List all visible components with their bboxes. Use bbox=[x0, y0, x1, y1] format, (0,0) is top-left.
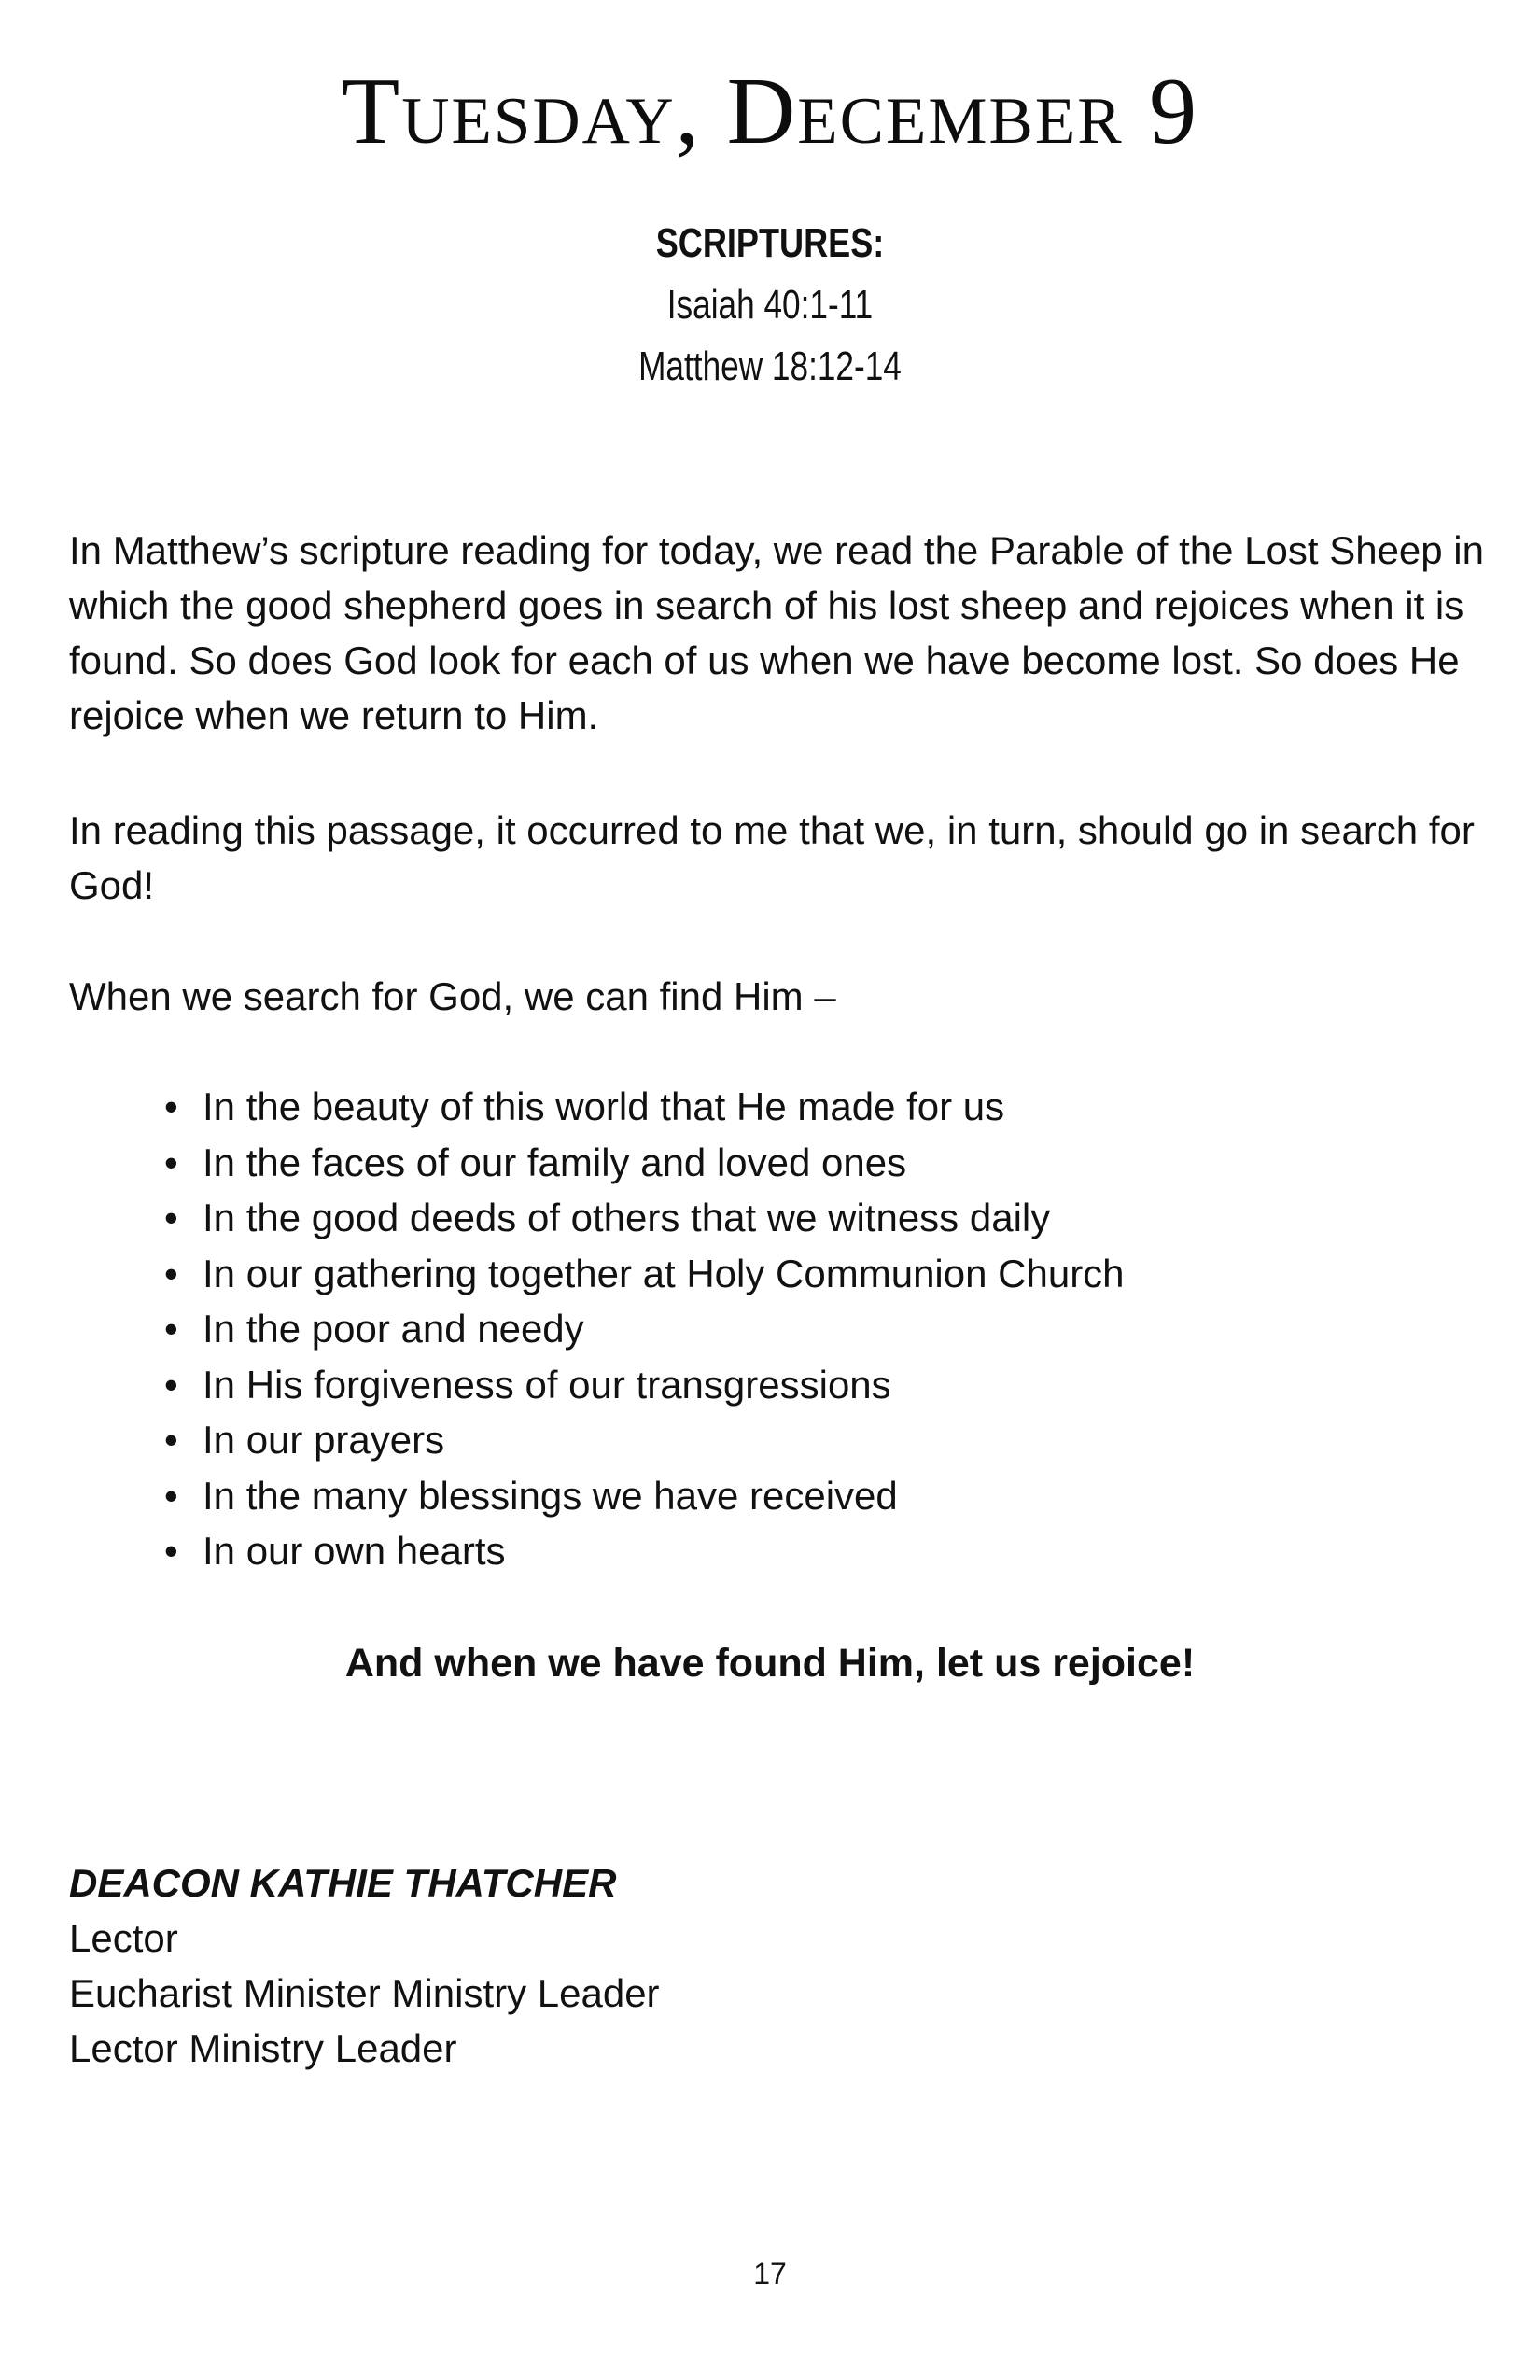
bullet-dot: • bbox=[164, 1418, 178, 1462]
list-item-text: In our own hearts bbox=[203, 1529, 506, 1573]
list-item-text: In His forgiveness of our transgressions bbox=[203, 1362, 891, 1407]
reflection-paragraph-2: In reading this passage, it occurred to me that we, in turn, should go in search for God! bbox=[69, 808, 1475, 907]
scripture-ref-matthew: Matthew 18:12-14 bbox=[638, 343, 902, 389]
list-item bbox=[164, 1357, 1125, 1413]
scripture-ref-isaiah: Isaiah 40:1-11 bbox=[666, 282, 874, 328]
reflection-paragraph-3: When we search for God, we can find Him – bbox=[69, 974, 836, 1018]
bullet-dot: • bbox=[164, 1529, 178, 1573]
bullet-dot: • bbox=[164, 1251, 178, 1295]
list-item-text: In our prayers bbox=[203, 1418, 445, 1462]
page-number: 17 bbox=[753, 2257, 787, 2290]
bullet-dot: • bbox=[164, 1473, 178, 1518]
author-role: Lector bbox=[69, 1916, 178, 1960]
scriptures-heading: SCRIPTURES: bbox=[655, 220, 885, 266]
list-item bbox=[164, 1079, 1125, 1135]
page-title: Tuesday, December 9 bbox=[341, 59, 1199, 164]
list-item-text: In the good deeds of others that we witness daily bbox=[203, 1196, 1051, 1239]
list-item bbox=[164, 1246, 1125, 1302]
list-item-text: In our gathering together at Holy Communion Church bbox=[203, 1251, 1125, 1295]
signature-block bbox=[69, 1855, 660, 2076]
bullet-dot: • bbox=[164, 1085, 178, 1128]
author-role: Eucharist Minister Ministry Leader bbox=[69, 1971, 660, 2015]
list-item bbox=[164, 1468, 1125, 1524]
list-item bbox=[164, 1190, 1125, 1246]
list-item bbox=[164, 1523, 1125, 1579]
bullet-dot: • bbox=[164, 1307, 178, 1351]
scriptures-block bbox=[0, 213, 1540, 398]
list-item bbox=[164, 1412, 1125, 1468]
author-name: DEACON KATHIE THATCHER bbox=[69, 1861, 617, 1905]
list-item-text: In the many blessings we have received bbox=[203, 1473, 898, 1518]
list-item-text: In the faces of our family and loved ones bbox=[203, 1140, 907, 1184]
list-item-text: In the poor and needy bbox=[203, 1307, 584, 1351]
bullet-dot: • bbox=[164, 1362, 178, 1407]
closing-line: And when we have found Him, let us rejoice! bbox=[344, 1641, 1196, 1686]
list-item-text: In the beauty of this world that He made for us bbox=[203, 1085, 1005, 1128]
find-him-list bbox=[164, 1079, 1125, 1579]
reflection-paragraph-1: In Matthew’s scripture reading for today, we read the Parable of the Lost Sheep in which the good shepherd goes in search of his lost sheep and rejoices when it is found. So does God look for each of us when we have become lost. So does He rejoice when we return to Him. bbox=[69, 528, 1484, 737]
author-role: Lector Ministry Leader bbox=[69, 2026, 457, 2070]
bullet-dot: • bbox=[164, 1140, 178, 1184]
list-item bbox=[164, 1135, 1125, 1191]
bullet-dot: • bbox=[164, 1196, 178, 1239]
list-item bbox=[164, 1301, 1125, 1357]
